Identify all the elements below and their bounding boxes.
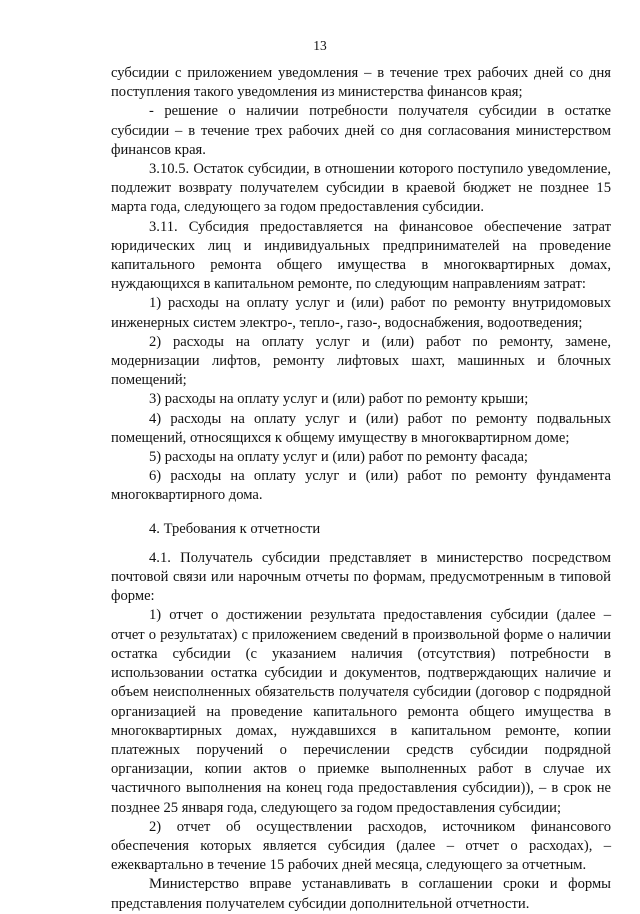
page-number: 13 — [313, 38, 327, 53]
paragraphs-top — [111, 64, 611, 506]
paragraph: 4.1. Получатель субсидии представляет в министерство посредством почтовой связи или нарочным отчеты по формам, предусмотренным в типовой форме: — [111, 549, 611, 605]
paragraph: 3.10.5. Остаток субсидии, в отношении которого поступило уведомление, подлежит возврату получателем субсидии в краевой бюджет не позднее 15 марта года, следующего за годом предоставления субсидии. — [111, 161, 611, 216]
document-body — [111, 64, 611, 914]
section-title: 4. Требования к отчетности — [149, 520, 321, 537]
paragraph: 3) расходы на оплату услуг и (или) работ по ремонту крыши; — [149, 391, 529, 408]
paragraph: 5) расходы на оплату услуг и (или) работ по ремонту фасада; — [149, 449, 528, 466]
paragraph: 1) расходы на оплату услуг и (или) работ по ремонту внутридомовых инженерных систем электро-, тепло-, газо-, водоснабжения, водоотведения; — [111, 295, 611, 331]
paragraph: 6) расходы на оплату услуг и (или) работ по ремонту фундамента многоквартирного дома. — [111, 468, 611, 504]
paragraph: Министерство вправе устанавливать в соглашении сроки и формы представления получателем субсидии дополнительной отчетности. — [111, 876, 611, 912]
paragraph: 4) расходы на оплату услуг и (или) работ по ремонту подвальных помещений, относящихся к общему имуществу в многоквартирном доме; — [111, 410, 611, 446]
paragraph: 1) отчет о достижении результата предоставления субсидии (далее – отчет о результатах) с приложением сведений в произвольной форме о наличии остатка субсидии (с указанием наличия (отсутствия) потребности в использовании остатка субсидии и документов, подтверждающих наличие и объем неисполненных обязательств получателя субсидии (договор с подрядной организацией на проведение капитального ремонта общего имущества в многоквартирных домах, нуждавшихся в капитальном ремонте, копии платежных поручений о перечислении средств субсидии подрядной организации, копии актов о приемке выполненных работ в случае их частичного выполнения на конец года предоставления субсидии)), – в срок не позднее 25 января года, следующего за годом предоставления субсидии; — [111, 607, 611, 816]
paragraph: 2) расходы на оплату услуг и (или) работ по ремонту, замене, модернизации лифтов, ремонту лифтовых шахт, машинных и блочных помещений; — [111, 333, 611, 389]
paragraph: - решение о наличии потребности получателя субсидии в остатке субсидии – в течение трех рабочих дней со дня согласования министерством финансов края. — [111, 103, 611, 158]
paragraphs-bottom — [111, 549, 611, 914]
paragraph: субсидии с приложением уведомления – в течение трех рабочих дней со дня поступления такого уведомления из министерства финансов края; — [111, 65, 611, 101]
paragraph: 2) отчет об осуществлении расходов, источником финансового обеспечения которых является субсидия (далее – отчет о расходах), – ежеквартально в течение 15 рабочих дней месяца, следующего за отчетным. — [111, 818, 611, 874]
paragraph: 3.11. Субсидия предоставляется на финансовое обеспечение затрат юридических лиц и индивидуальных предпринимателей на проведение капитального ремонта общего имущества в многоквартирных домах, нуждающихся в капитальном ремонте, по следующим направлениям затрат: — [111, 218, 611, 293]
